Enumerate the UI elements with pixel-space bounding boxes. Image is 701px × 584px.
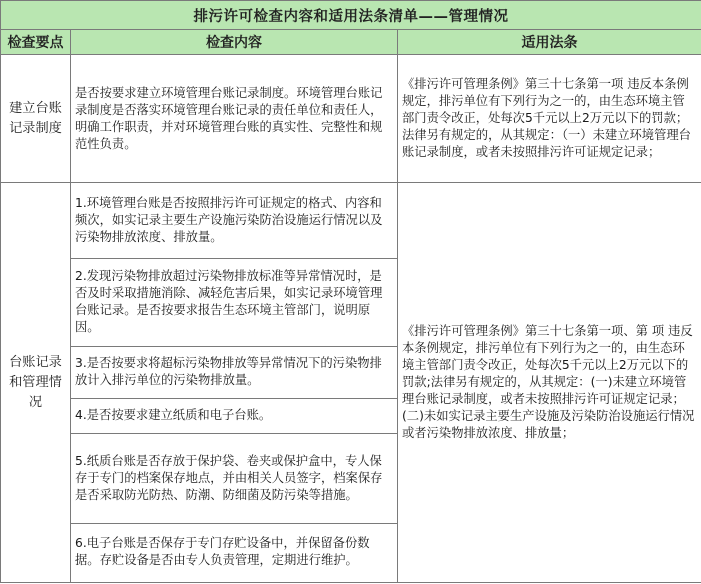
row1-check-point-text: 建立台账记录制度 <box>9 100 62 136</box>
list-item: 4.是否按要求建立纸质和电子台账。 <box>71 398 397 433</box>
list-item: 5.纸质台账是否存放于保护袋、卷夹或保护盒中，专人保存于专门的档案保存地点，并由相关人员签字，档案保存是否采取防光防热、防潮、防细菌及防污染等措施。 <box>71 433 397 523</box>
row1-content-text: 是否按要求建立环境管理台账记录制度。环境管理台账记录制度是否落实环境管理台账记录的责任单位和责任人，明确工作职责，并对环境管理台账的真实性、完整性和规范性负责。 <box>75 85 383 151</box>
header-check-point: 检查要点 <box>1 30 71 55</box>
row2-applicable-law <box>398 183 701 583</box>
row2-check-content <box>71 183 398 583</box>
row2-law-text: 《排污许可管理条例》第三十七条第一项、第 项 违反本条例规定，排污单位有下列行为之一的，由生态环境主管部门责令改正，处每次5千元以上2万元以下的罚款;法律另有规定的，从其规定：(一)未建立环境管理台账记录制度，或者未按照排污许可证规定记录；(二)未如实记录主要生产设施及污染防治设施运行情况或者污染物排放浓度、排放量； <box>402 324 695 440</box>
row1-applicable-law <box>398 55 701 183</box>
header-check-content: 检查内容 <box>71 30 398 55</box>
row2-check-point <box>1 183 71 583</box>
list-item: 2.发现污染物排放超过污染物排放标准等异常情况时，是否及时采取措施消除、减轻危害后果，如实记录环境管理台账记录。是否按要求报告生态环境主管部门，说明原因。 <box>71 258 397 346</box>
header-applicable-law: 适用法条 <box>398 30 701 55</box>
row1-check-point <box>1 55 71 183</box>
row1-check-content <box>71 55 398 183</box>
table-title: 排污许可检查内容和适用法条清单——管理情况 <box>1 1 701 30</box>
list-item: 3.是否按要求将超标污染物排放等异常情况下的污染物排放计入排污单位的污染物排放量。 <box>71 346 397 398</box>
list-item: 6.电子台账是否保存于专门存贮设备中，并保留备份数据。存贮设备是否由专人负责管理，定期进行维护。 <box>75 536 370 568</box>
list-item: 1.环境管理台账是否按照排污许可证规定的格式、内容和频次，如实记录主要生产设施污染防治设施运行情况以及污染物排放浓度、排放量。 <box>71 183 397 258</box>
row1-law-text: 《排污许可管理条例》第三十七条第一项 违反本条例规定，排污单位有下列行为之一的，由生态环境主管部门责令改正，处每次5千元以上2万元以下的罚款；法律另有规定的，从其规定：（一）未建立环境管理台账记录制度，或者未按照排污许可证规定记录； <box>402 77 691 159</box>
row2-items-list <box>71 183 397 581</box>
row2-check-point-text: 台账记录和管理情况 <box>9 354 62 410</box>
